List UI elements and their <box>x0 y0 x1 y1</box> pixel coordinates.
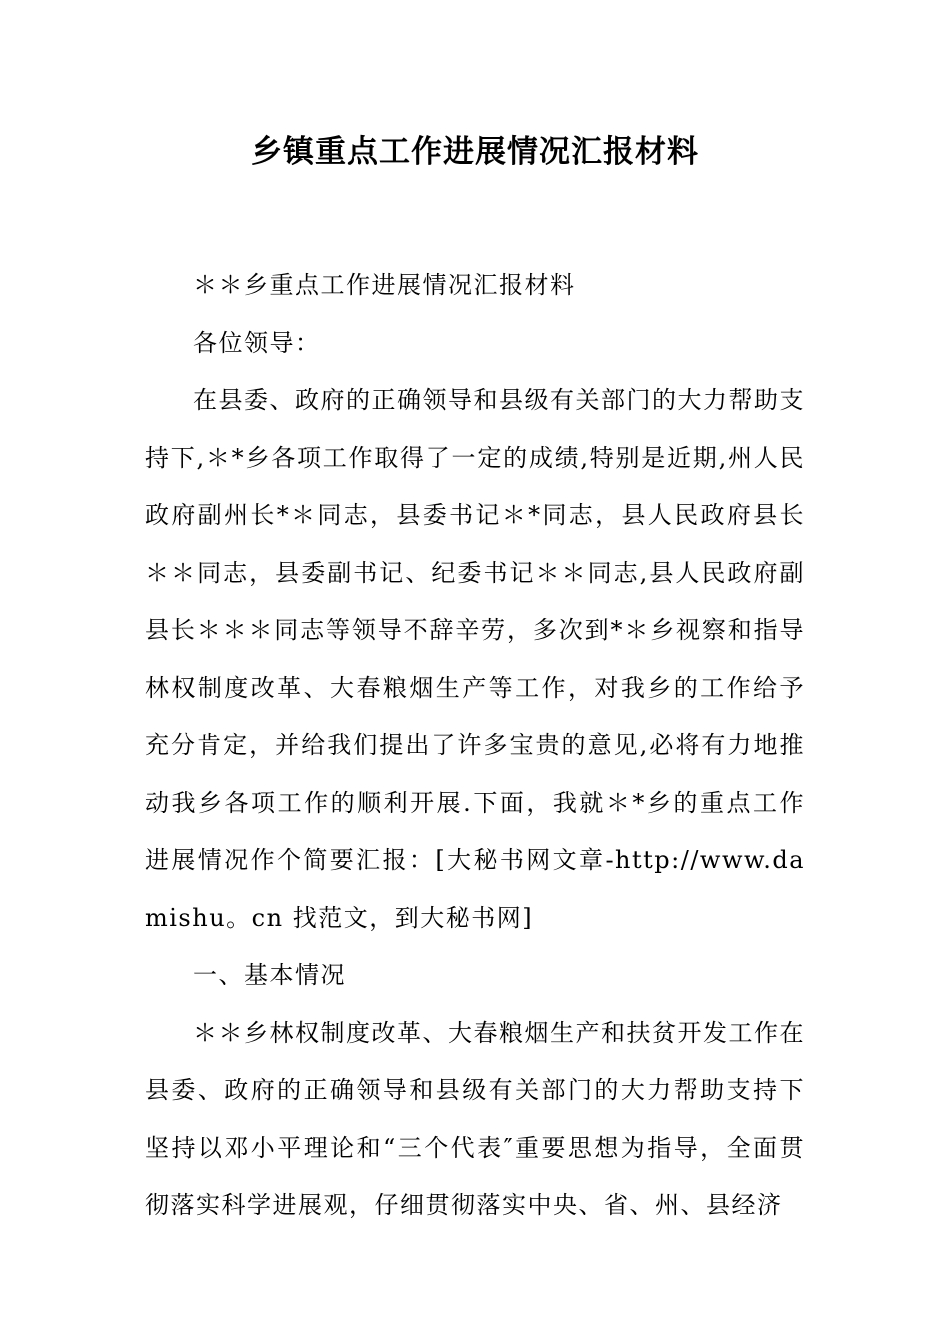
document-title: 乡镇重点工作进展情况汇报材料 <box>251 134 699 170</box>
section-paragraph: ＊＊乡林权制度改革、大春粮烟生产和扶贫开发工作在县委、政府的正确领导和县级有关部门的大力帮助支持下坚持以邓小平理论和“三个代表″重要思想为指导，全面贯彻落实科学进展观，仔细贯彻落实中央、省、州、县经济 <box>145 1018 805 1219</box>
section-heading: 一、基本情况 <box>193 961 346 989</box>
intro-paragraph: 在县委、政府的正确领导和县级有关部门的大力帮助支持下,＊*乡各项工作取得了一定的成绩,特别是近期,州人民政府副州长*＊同志，县委书记＊*同志，县人民政府县长＊＊同志，县委副书记、纪委书记＊＊同志,县人民政府副县长＊＊＊同志等领导不辞辛劳，多次到*＊乡视察和指导林权制度改革、大春粮烟生产等工作，对我乡的工作给予充分肯定，并给我们提出了许多宝贵的意见,必将有力地推动我乡各项工作的顺利开展.下面，我就＊*乡的重点工作进展情况作个简要汇报：[大秘书网文章-http://www.damishu。cn 找范文，到大秘书网] <box>145 386 805 932</box>
subtitle-paragraph: ＊＊乡重点工作进展情况汇报材料 <box>193 271 576 299</box>
salutation-paragraph: 各位领导： <box>193 328 321 357</box>
document-body <box>145 257 805 1235</box>
